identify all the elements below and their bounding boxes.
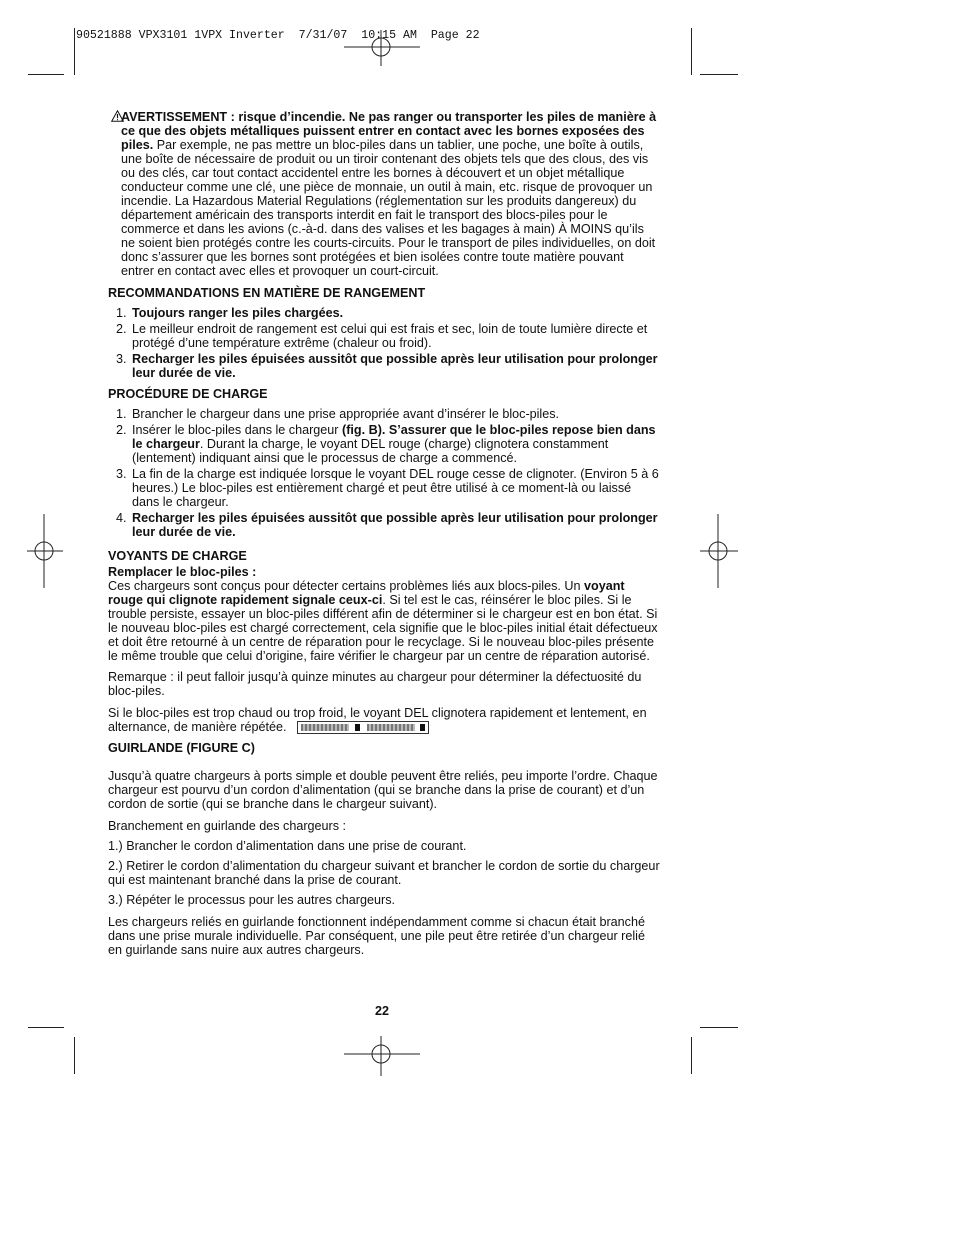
chain-paragraph-1: Jusqu’à quatre chargeurs à ports simple et double peuvent être reliés, peu importe l’ordre. Chaque chargeur est pourvu d’un cordon d’alimentation (qui se branche dans la prise de courant) et d’un cordon de sortie (qui se branche dans le chargeur suivant).	[108, 769, 658, 811]
indicators-paragraph-1: Ces chargeurs sont conçus pour détecter certains problèmes liés aux blocs-piles. Un voyant rouge qui clignote rapidement signale ceux-ci. Si tel est le cas, réinsérer le bloc piles. Si le trouble persiste, essayer un bloc-piles différent afin de déterminer si le chargeur est en bon état. Si le nouveau bloc-piles est chargé correctement, cela signifie que le bloc-piles initial était défectueux et doit être retourné à un centre de réparation pour le recyclage. Si le nouveau bloc-piles présente le même trouble que celui d’origine, faire vérifier le chargeur par un centre de réparation autorisé.	[108, 579, 658, 663]
charge-item-4: 4. Recharger les piles épuisées aussitôt que possible après leur utilisation pour prolonger leur durée de vie.	[116, 511, 658, 539]
registration-mark-right-icon	[700, 514, 738, 588]
charge-item-3: 3. La fin de la charge est indiquée lorsque le voyant DEL rouge cesse de clignoter. (Environ 5 à 6 heures.) Le bloc-piles est entièrement chargé et peut être utilisé à ce moment-là ou laissé dans le chargeur.	[116, 467, 659, 509]
crop-mark-top-left-h	[28, 74, 64, 75]
charge-heading: PROCÉDURE DE CHARGE	[108, 387, 268, 401]
warning-text: Par exemple, ne pas mettre un bloc-piles dans un tablier, une poche, une boîte à outils, une boîte de nécessaire de produit ou un tiroir contenant des objets tels que des clous, des vis ou des clés, car tout contact accidentel entre les bornes à découvert et un objet métallique conducteur comme une clé, une pièce de monnaie, un outil à main, etc. risque de provoquer un incendie. La Hazardous Material Regulations (réglementation sur les produits dangereux) du département américain des transports interdit en fait le transport des blocs-piles pour le commerce et dans les avions (c.-à-d. dans des valises et les bagages à main) À MOINS qu’ils ne soient bien protégés contre les courts-circuits. Pour le transport de piles individuelles, on doit donc s’assurer que les bornes sont protégées et bien isolées contre toute matière pouvant entrer en contact avec elles et provoquer un court-circuit.	[121, 138, 656, 278]
fire-warning	[108, 110, 660, 278]
indicators-heading: VOYANTS DE CHARGE	[108, 549, 247, 563]
indicators-note: Remarque : il peut falloir jusqu’à quinze minutes au chargeur pour déterminer la défectuosité du bloc-piles.	[108, 670, 642, 698]
chain-paragraph-2: Branchement en guirlande des chargeurs :	[108, 819, 347, 833]
chain-paragraph-final: Les chargeurs reliés en guirlande fonctionnent indépendamment comme si chacun était branché dans une prise murale individuelle. Par conséquent, une pile peut être retirée d’un chargeur relié en guirlande sans nuire aux autres chargeurs.	[108, 915, 645, 957]
charge-list	[108, 407, 660, 539]
crop-mark-bottom-left-v	[74, 1037, 75, 1074]
chain-step-3: 3.) Répéter le processus pour les autres chargeurs.	[108, 893, 395, 907]
crop-mark-bottom-left-h	[28, 1027, 64, 1028]
chain-heading: GUIRLANDE (FIGURE C)	[108, 741, 255, 755]
storage-item-3: 3. Recharger les piles épuisées aussitôt que possible après leur utilisation pour prolonger leur durée de vie.	[116, 352, 658, 380]
registration-mark-left-icon	[27, 514, 63, 588]
warning-bold-text: : risque d’incendie. Ne pas ranger ou transporter les piles de manière à ce que des objets métalliques puissent entrer en contact avec les bornes exposées des piles.	[121, 110, 657, 152]
storage-item-1: 1. Toujours ranger les piles chargées.	[116, 306, 344, 320]
page-number: 22	[374, 1004, 389, 1018]
slug-line: 90521888 VPX3101 1VPX Inverter 7/31/07 10:15 AM Page 22	[76, 29, 480, 42]
crop-mark-top-right-v	[691, 28, 692, 75]
chain-step-1: 1.) Brancher le cordon d’alimentation dans une prise de courant.	[108, 839, 467, 853]
charge-item-1: 1. Brancher le chargeur dans une prise appropriée avant d’insérer le bloc-piles.	[116, 407, 560, 421]
chain-step-2: 2.) Retirer le cordon d’alimentation du chargeur suivant et brancher le cordon de sortie du chargeur qui est maintenant branché dans la prise de courant.	[108, 859, 660, 887]
registration-mark-bottom-icon	[344, 1036, 420, 1076]
storage-heading: RECOMMANDATIONS EN MATIÈRE DE RANGEMENT	[108, 286, 426, 300]
warning-label: AVERTISSEMENT	[121, 110, 228, 124]
crop-mark-bottom-right-v	[691, 1037, 692, 1074]
crop-mark-top-right-h	[700, 74, 738, 75]
page-content	[108, 110, 660, 957]
indicators-paragraph-3: Si le bloc-piles est trop chaud ou trop froid, le voyant DEL clignotera rapidement et lentement, en alternance, de manière répétée.	[108, 706, 647, 734]
indicators-subheading: Remplacer le bloc-piles :	[108, 565, 257, 579]
storage-item-2: 2. Le meilleur endroit de rangement est celui qui est frais et sec, loin de toute lumière directe et protégé d’une température extrême (chaleur ou froid).	[116, 322, 648, 350]
storage-list	[108, 306, 660, 380]
led-blink-pattern-icon	[297, 721, 429, 734]
warning-triangle-icon	[111, 110, 124, 122]
charge-item-2: 2. Insérer le bloc-piles dans le chargeur (fig. B). S’assurer que le bloc-piles repose bien dans le chargeur. Durant la charge, le voyant DEL rouge (charge) clignotera constamment (lentement) indiquant ainsi que le processus de charge a commencé.	[116, 423, 656, 465]
crop-mark-bottom-right-h	[700, 1027, 738, 1028]
crop-mark-top-left-v	[74, 28, 75, 75]
registration-mark-top-icon	[344, 30, 420, 66]
